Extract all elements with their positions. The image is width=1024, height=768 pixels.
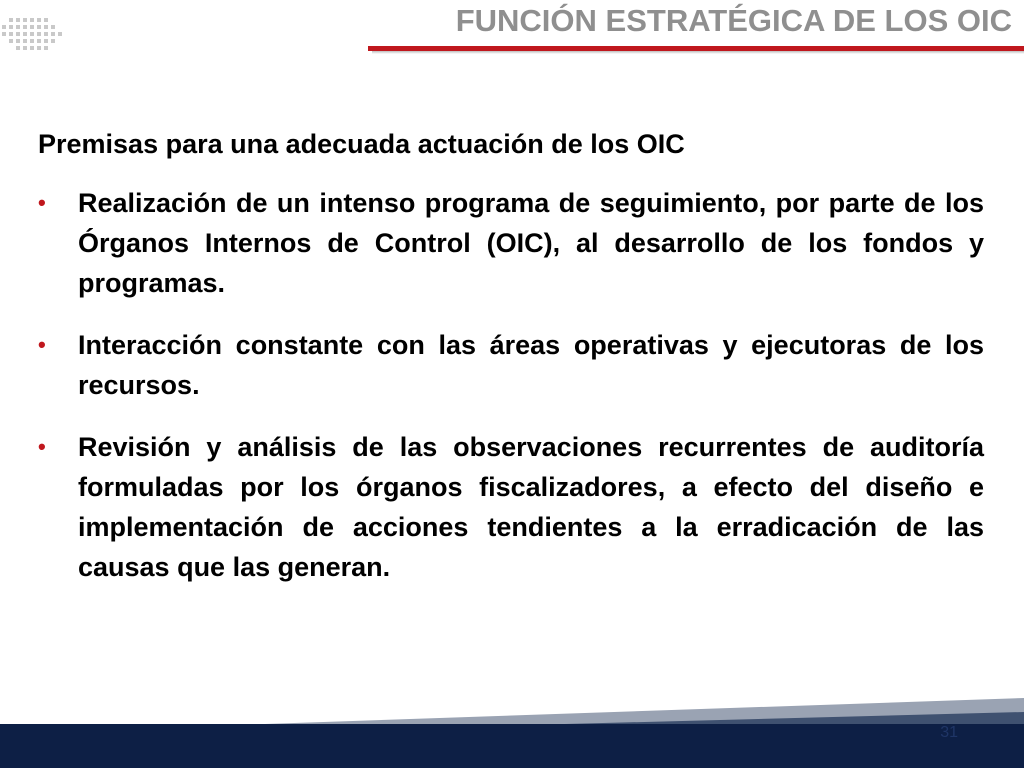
- bullet-item: [38, 325, 984, 405]
- bullet-text: Interacción constante con las áreas operativas y ejecutoras de los recursos.: [78, 330, 984, 400]
- bullet-item: [38, 427, 984, 587]
- title-underline-shadow: [372, 51, 1024, 54]
- footer-band-dark: [0, 724, 1024, 768]
- bullet-icon: •: [38, 332, 46, 357]
- bullet-icon: •: [38, 190, 46, 215]
- page-number: 31: [940, 724, 958, 741]
- bullet-text: Revisión y análisis de las observaciones recurrentes de auditoría formuladas por los órganos fiscalizadores, a efecto del diseño e implementación de acciones tendientes a la erradicación de las causas que las generan.: [78, 432, 984, 582]
- bullet-icon: •: [38, 434, 46, 459]
- section-heading: Premisas para una adecuada actuación de los OIC: [38, 129, 685, 159]
- bullet-list: [38, 183, 984, 587]
- dot-pattern-decoration: [2, 18, 64, 53]
- bullet-item: [38, 183, 984, 303]
- slide-title: FUNCIÓN ESTRATÉGICA DE LOS OIC: [455, 3, 1012, 38]
- bullet-text: Realización de un intenso programa de seguimiento, por parte de los Órganos Internos de Control (OIC), al desarrollo de los fondos y programas.: [78, 188, 984, 298]
- slide-content: [38, 124, 984, 609]
